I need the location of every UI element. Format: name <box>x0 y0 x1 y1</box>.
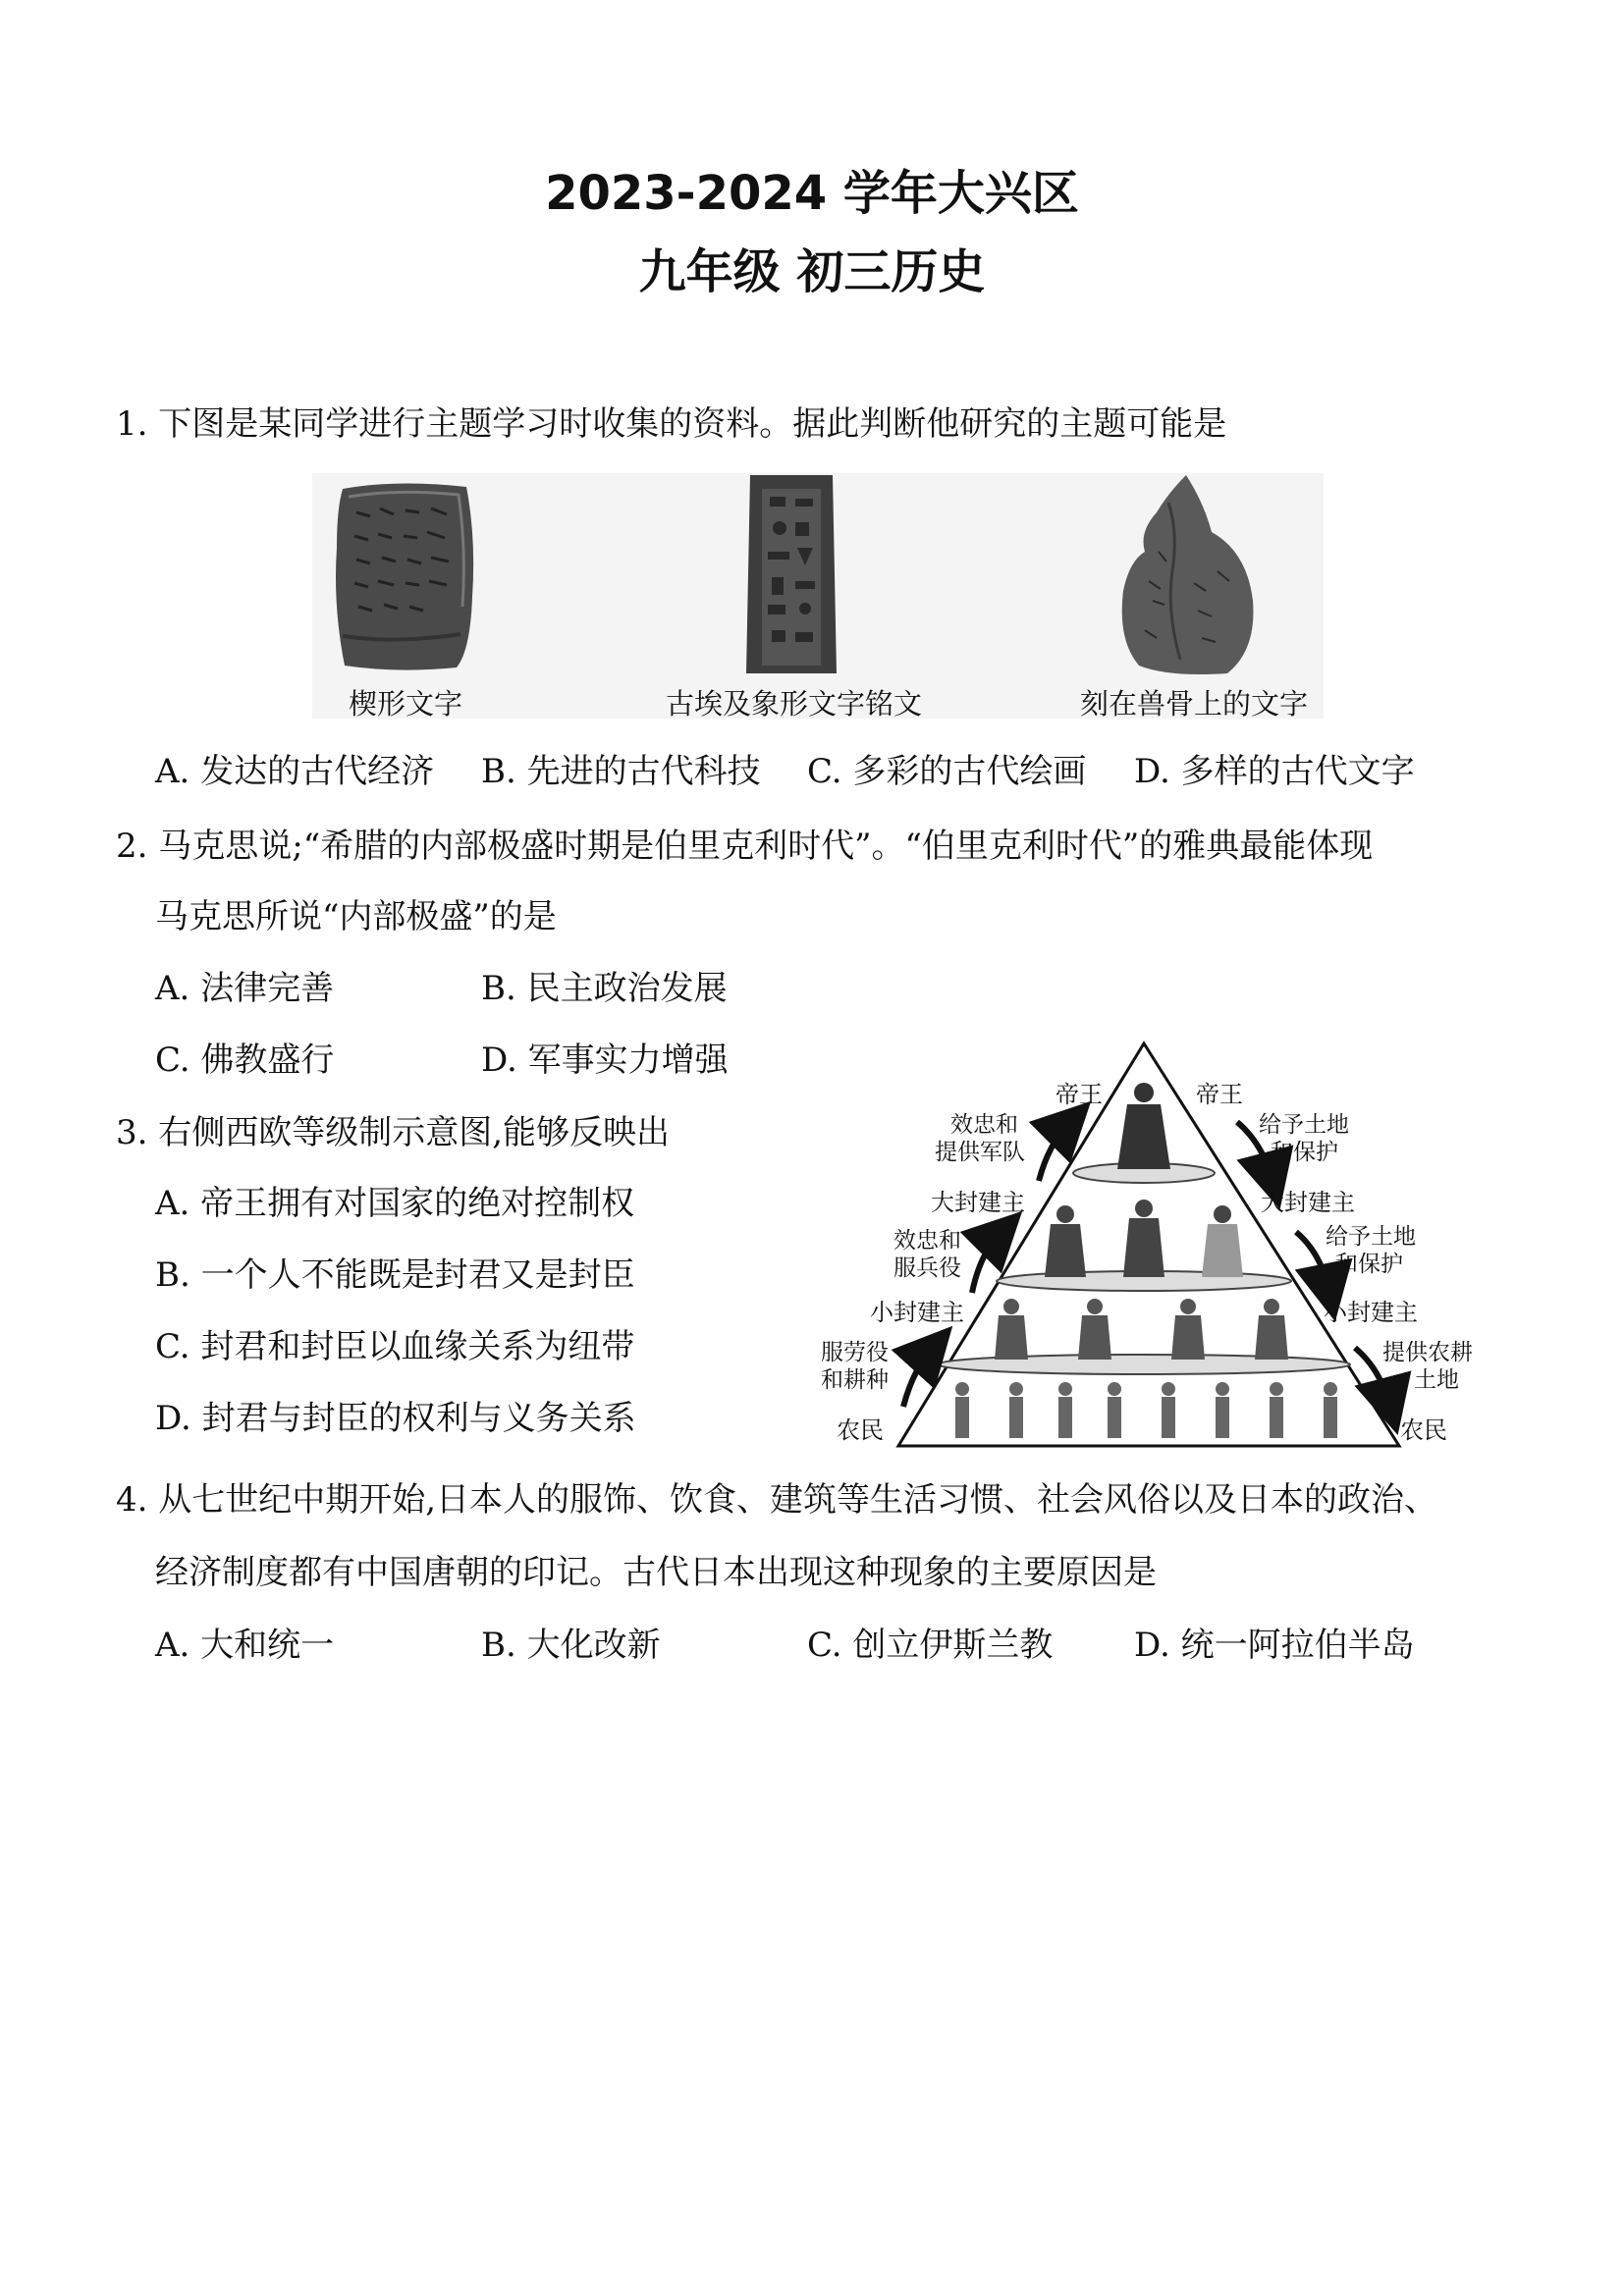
q3-option-b[interactable]: B. 一个人不能既是封君又是封臣 <box>155 1255 635 1295</box>
q1-option-d[interactable]: D. 多样的古代文字 <box>1134 752 1415 791</box>
q2-stem-line1: 2. 马克思说;“希腊的内部极盛时期是伯里克利时代”。“伯里克利时代”的雅典最能体现 <box>116 827 1374 866</box>
caption-cuneiform: 楔形文字 <box>349 687 463 721</box>
q3-option-c[interactable]: C. 封君和封臣以血缘关系为纽带 <box>155 1327 635 1366</box>
q3-option-d[interactable]: D. 封君与封臣的权利与义务关系 <box>155 1399 636 1438</box>
label-left-peasant: 农民 <box>837 1416 884 1444</box>
q4-option-a[interactable]: A. 大和统一 <box>155 1626 335 1665</box>
label-right-king: 帝王 <box>1196 1081 1243 1108</box>
label-left-labor-1: 服劳役 <box>821 1340 889 1365</box>
arrow-right-2 <box>1296 1232 1329 1293</box>
label-right-small-lord: 小封建主 <box>1324 1299 1418 1326</box>
page-title: 2023-2024 学年大兴区 <box>545 166 1079 221</box>
label-right-farmland-1: 提供农耕 <box>1382 1340 1473 1365</box>
q1-option-a[interactable]: A. 发达的古代经济 <box>155 752 435 791</box>
q3-option-a[interactable]: A. 帝王拥有对国家的绝对控制权 <box>155 1184 635 1223</box>
label-left-labor-2: 和耕种 <box>821 1367 889 1393</box>
q4-stem-line2: 经济制度都有中国唐朝的印记。古代日本出现这种现象的主要原因是 <box>155 1553 1157 1592</box>
label-right-land-protect-1: 给予土地 <box>1259 1112 1349 1138</box>
cuneiform-tablet-image <box>329 479 478 675</box>
q1-option-b[interactable]: B. 先进的古代科技 <box>481 752 761 791</box>
q1-option-c[interactable]: C. 多彩的古代绘画 <box>807 752 1087 791</box>
q4-option-d[interactable]: D. 统一阿拉伯半岛 <box>1134 1626 1415 1665</box>
label-left-loyalty-service-1: 效忠和 <box>893 1228 961 1254</box>
label-left-small-lord: 小封建主 <box>870 1299 964 1326</box>
label-right-land-protect-4: 和保护 <box>1335 1252 1403 1277</box>
oracle-bone-image <box>1110 473 1257 677</box>
q2-stem-line2: 马克思所说“内部极盛”的是 <box>155 897 557 936</box>
label-right-land-protect-3: 给予土地 <box>1326 1224 1416 1250</box>
caption-oracle-bone: 刻在兽骨上的文字 <box>1080 687 1309 721</box>
egyptian-stele-image <box>742 471 840 677</box>
q3-stem: 3. 右侧西欧等级制示意图,能够反映出 <box>116 1113 671 1152</box>
label-right-land-protect-2: 和保护 <box>1271 1140 1338 1165</box>
q4-stem-line1: 4. 从七世纪中期开始,日本人的服饰、饮食、建筑等生活习惯、社会风俗以及日本的政治、 <box>116 1480 1438 1520</box>
q4-option-c[interactable]: C. 创立伊斯兰教 <box>807 1626 1054 1665</box>
q1-stem: 1. 下图是某同学进行主题学习时收集的资料。据此判断他研究的主题可能是 <box>116 404 1227 444</box>
page-subtitle: 九年级 初三历史 <box>638 244 986 299</box>
q2-option-d[interactable]: D. 军事实力增强 <box>481 1041 729 1080</box>
q2-option-a[interactable]: A. 法律完善 <box>155 969 335 1008</box>
label-left-king: 帝王 <box>1056 1081 1103 1108</box>
label-left-great-lord: 大封建主 <box>931 1189 1025 1216</box>
label-left-loyalty-service-2: 服兵役 <box>893 1255 961 1281</box>
q2-option-c[interactable]: C. 佛教盛行 <box>155 1041 335 1080</box>
label-right-peasant: 农民 <box>1400 1416 1447 1444</box>
q4-option-b[interactable]: B. 大化改新 <box>481 1626 661 1665</box>
label-right-great-lord: 大封建主 <box>1261 1189 1355 1216</box>
label-left-loyalty-army-1: 效忠和 <box>950 1112 1018 1138</box>
caption-hieroglyph: 古埃及象形文字铭文 <box>666 687 923 721</box>
label-left-loyalty-army-2: 提供军队 <box>935 1140 1025 1165</box>
q2-option-b[interactable]: B. 民主政治发展 <box>481 969 728 1008</box>
label-right-farmland-2: 土地 <box>1414 1367 1459 1393</box>
feudal-hierarchy-diagram <box>805 1036 1492 1458</box>
